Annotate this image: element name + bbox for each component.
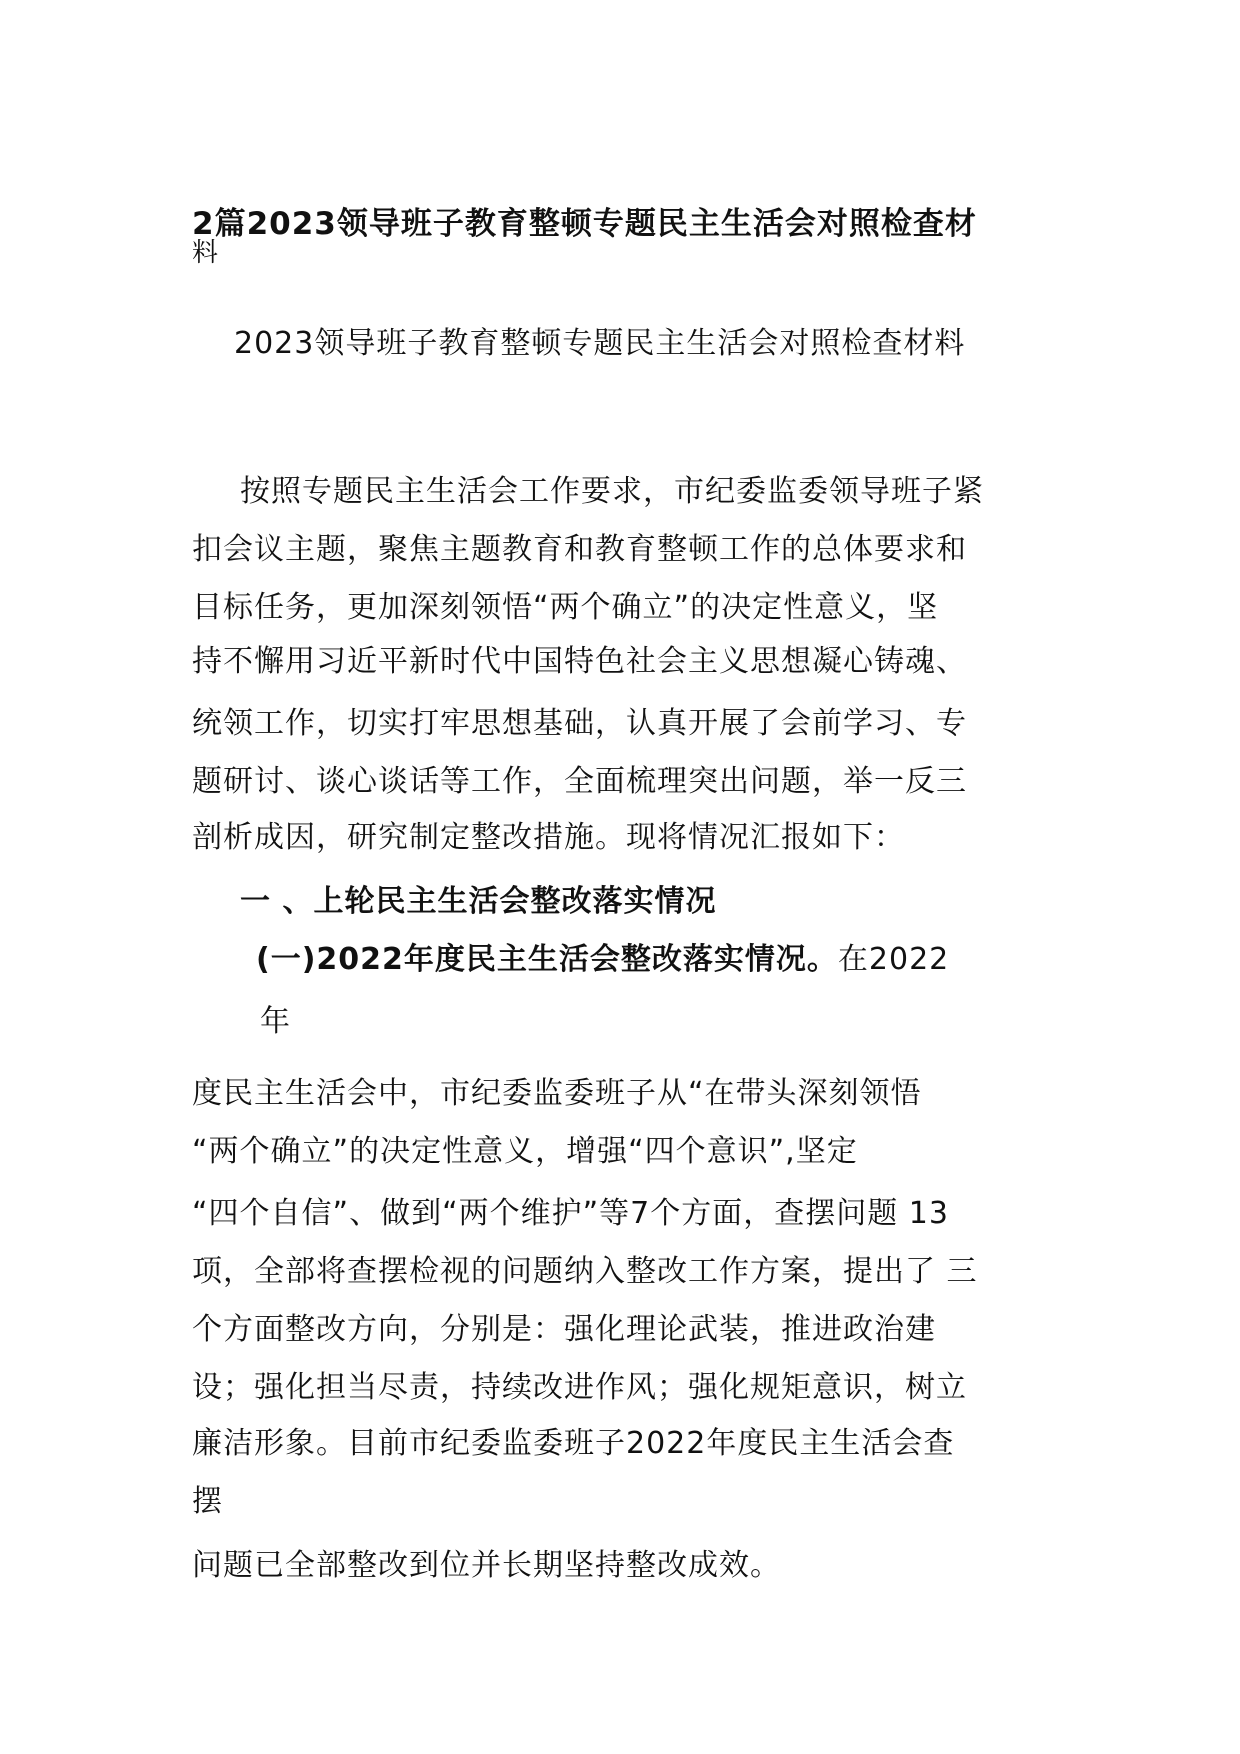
intro-line: 统领工作，切实打牢思想基础，认真开展了会前学习、专 (192, 706, 967, 741)
subsection-heading-rest: 在2022 (837, 942, 950, 977)
body-line: “两个确立”的决定性意义，增强“四个意识”,坚定 (192, 1134, 858, 1169)
body-line: 项，全部将查摆检视的问题纳入整改工作方案，提出了 三 (192, 1254, 978, 1289)
subsection-heading (256, 934, 949, 978)
intro-line: 按照专题民主生活会工作要求，市纪委监委领导班子紧 (240, 474, 984, 509)
body-line: “四个自信”、做到“两个维护”等7个方面，查摆问题 13 (192, 1196, 949, 1231)
subsection-year-char: 年 (260, 1004, 291, 1039)
body-line: 设；强化担当尽责，持续改进作风；强化规矩意识，树立 (192, 1370, 967, 1405)
body-line: 摆 (192, 1484, 223, 1519)
document-title-line-2: 料 (192, 238, 220, 268)
intro-line: 题研讨、谈心谈话等工作，全面梳理突出问题，举一反三 (192, 764, 967, 799)
intro-line: 扣会议主题，聚焦主题教育和教育整顿工作的总体要求和 (192, 532, 967, 567)
intro-line: 持不懈用习近平新时代中国特色社会主义思想凝心铸魂、 (192, 644, 967, 679)
body-line: 问题已全部整改到位并长期坚持整改成效。 (192, 1548, 781, 1583)
body-line: 度民主生活会中，市纪委监委班子从“在带头深刻领悟 (192, 1076, 922, 1111)
body-line: 廉洁形象。目前市纪委监委班子2022年度民主生活会查 (192, 1426, 955, 1461)
document-subtitle: 2023领导班子教育整顿专题民主生活会对照检查材料 (234, 326, 966, 361)
intro-line: 剖析成因，研究制定整改措施。现将情况汇报如下： (192, 820, 905, 855)
intro-line: 目标任务，更加深刻领悟“两个确立”的决定性意义，坚 (192, 590, 939, 625)
subsection-heading-bold: (一)2022年度民主生活会整改落实情况。 (256, 942, 838, 977)
section-heading: 一 、上轮民主生活会整改落实情况 (240, 884, 717, 919)
body-line: 个方面整改方向，分别是：强化理论武装，推进政治建 (192, 1312, 936, 1347)
document-title-line-1: 2篇2023领导班子教育整顿专题民主生活会对照检查材 (192, 206, 977, 242)
